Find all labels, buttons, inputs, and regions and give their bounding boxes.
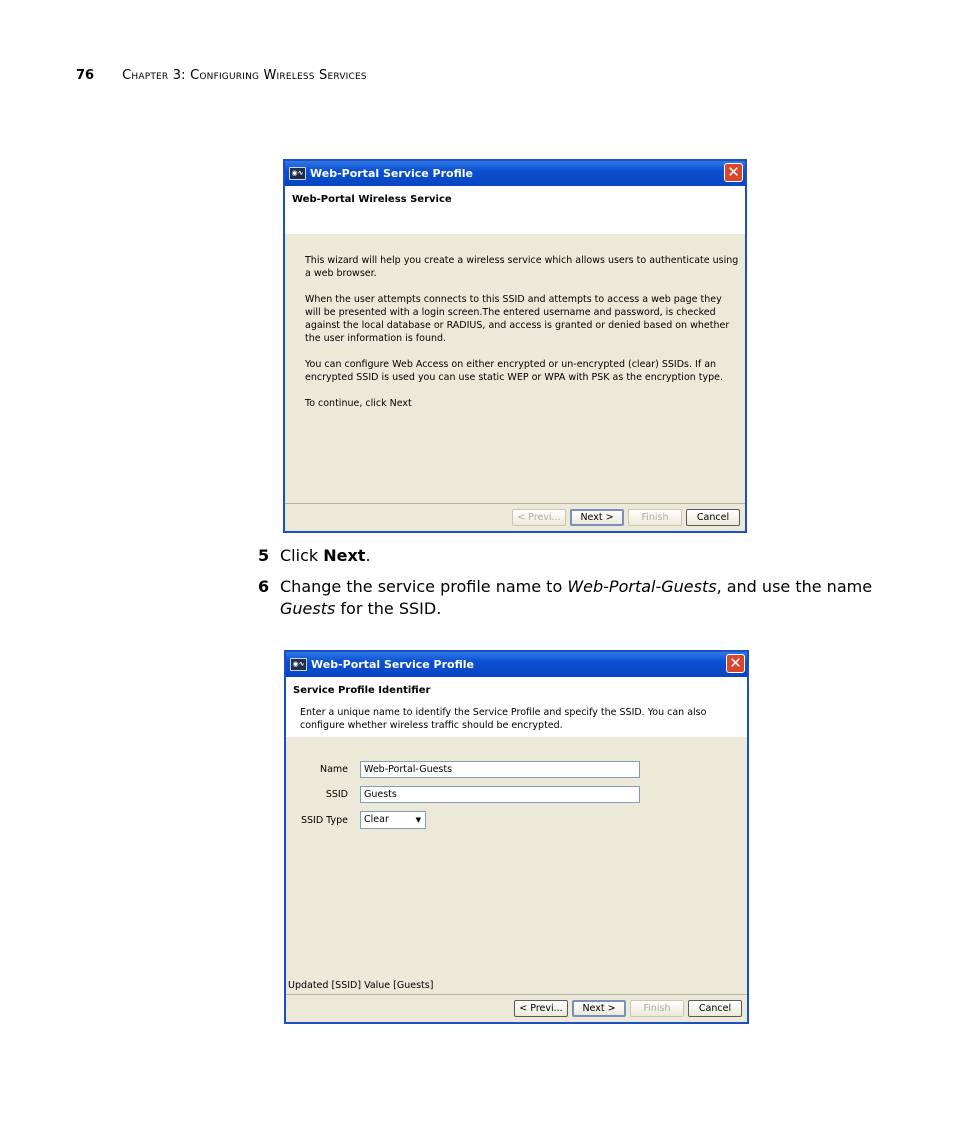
status-text: Updated [SSID] Value [Guests] [288,980,434,991]
ssid-input[interactable]: Guests [360,786,640,803]
chevron-down-icon: ▼ [415,816,421,824]
dialog-identifier [284,650,749,1024]
panel-header [285,186,745,234]
prev-button[interactable]: < Previ... [512,509,566,526]
app-icon: ◉∿ [290,658,307,671]
panel-header [286,677,747,737]
ssid-type-value: Clear [364,814,389,825]
chapter-title: Chapter 3: Configuring Wireless Services [122,68,367,83]
step-number: 5 [258,546,270,565]
ssid-type-row [290,811,426,829]
paragraph: You can configure Web Access on either encrypted or un-encrypted (clear) SSIDs. If an encrypted SSID is used you can use static WEP or WPA with PSK as the encryption type. [305,359,724,383]
ssid-label: SSID [325,789,348,800]
page-number: 76 [76,68,95,83]
cancel-button[interactable]: Cancel [688,1000,742,1017]
next-button[interactable]: Next > [570,509,624,526]
step-number: 6 [258,577,270,596]
window-title: Web-Portal Service Profile [310,167,473,180]
step-text: Click Next. [280,546,371,565]
panel-title: Service Profile Identifier [293,685,431,696]
finish-button[interactable]: Finish [630,1000,684,1017]
ssid-type-select[interactable] [360,811,426,829]
next-button[interactable]: Next > [572,1000,626,1017]
close-button[interactable]: ✕ [724,163,743,182]
paragraph: To continue, click Next [305,398,412,409]
name-row [290,761,640,778]
finish-button[interactable]: Finish [628,509,682,526]
name-input[interactable]: Web-Portal-Guests [360,761,640,778]
step-text: Change the service profile name to Web-Portal-Guests, and use the name Guests for the SSID. [280,577,873,618]
ssid-row [290,786,640,803]
app-icon: ◉∿ [289,167,306,180]
paragraph: When the user attempts connects to this SSID and attempts to access a web page they will be presented with a login screen.The entered username and password, is checked against the local database or RADIUS, and access is granted or denied based on whether the user information is found. [305,294,730,344]
panel-description: Enter a unique name to identify the Service Profile and specify the SSID. You can also configure whether wireless traffic should be encrypted. [300,707,707,731]
title-bar[interactable] [286,652,747,677]
panel-title: Web-Portal Wireless Service [292,194,452,205]
page-header [76,68,367,83]
title-bar[interactable] [285,161,745,186]
wizard-description [285,234,745,410]
prev-button[interactable]: < Previ... [514,1000,568,1017]
dialog-welcome [283,159,747,533]
button-bar [286,994,747,1022]
close-button[interactable]: ✕ [726,654,745,673]
name-label: Name [319,764,348,775]
cancel-button[interactable]: Cancel [686,509,740,526]
button-bar [285,503,745,531]
paragraph: This wizard will help you create a wireless service which allows users to authenticate using a web browser. [305,255,739,279]
window-title: Web-Portal Service Profile [311,658,474,671]
ssid-type-label: SSID Type [300,814,348,826]
